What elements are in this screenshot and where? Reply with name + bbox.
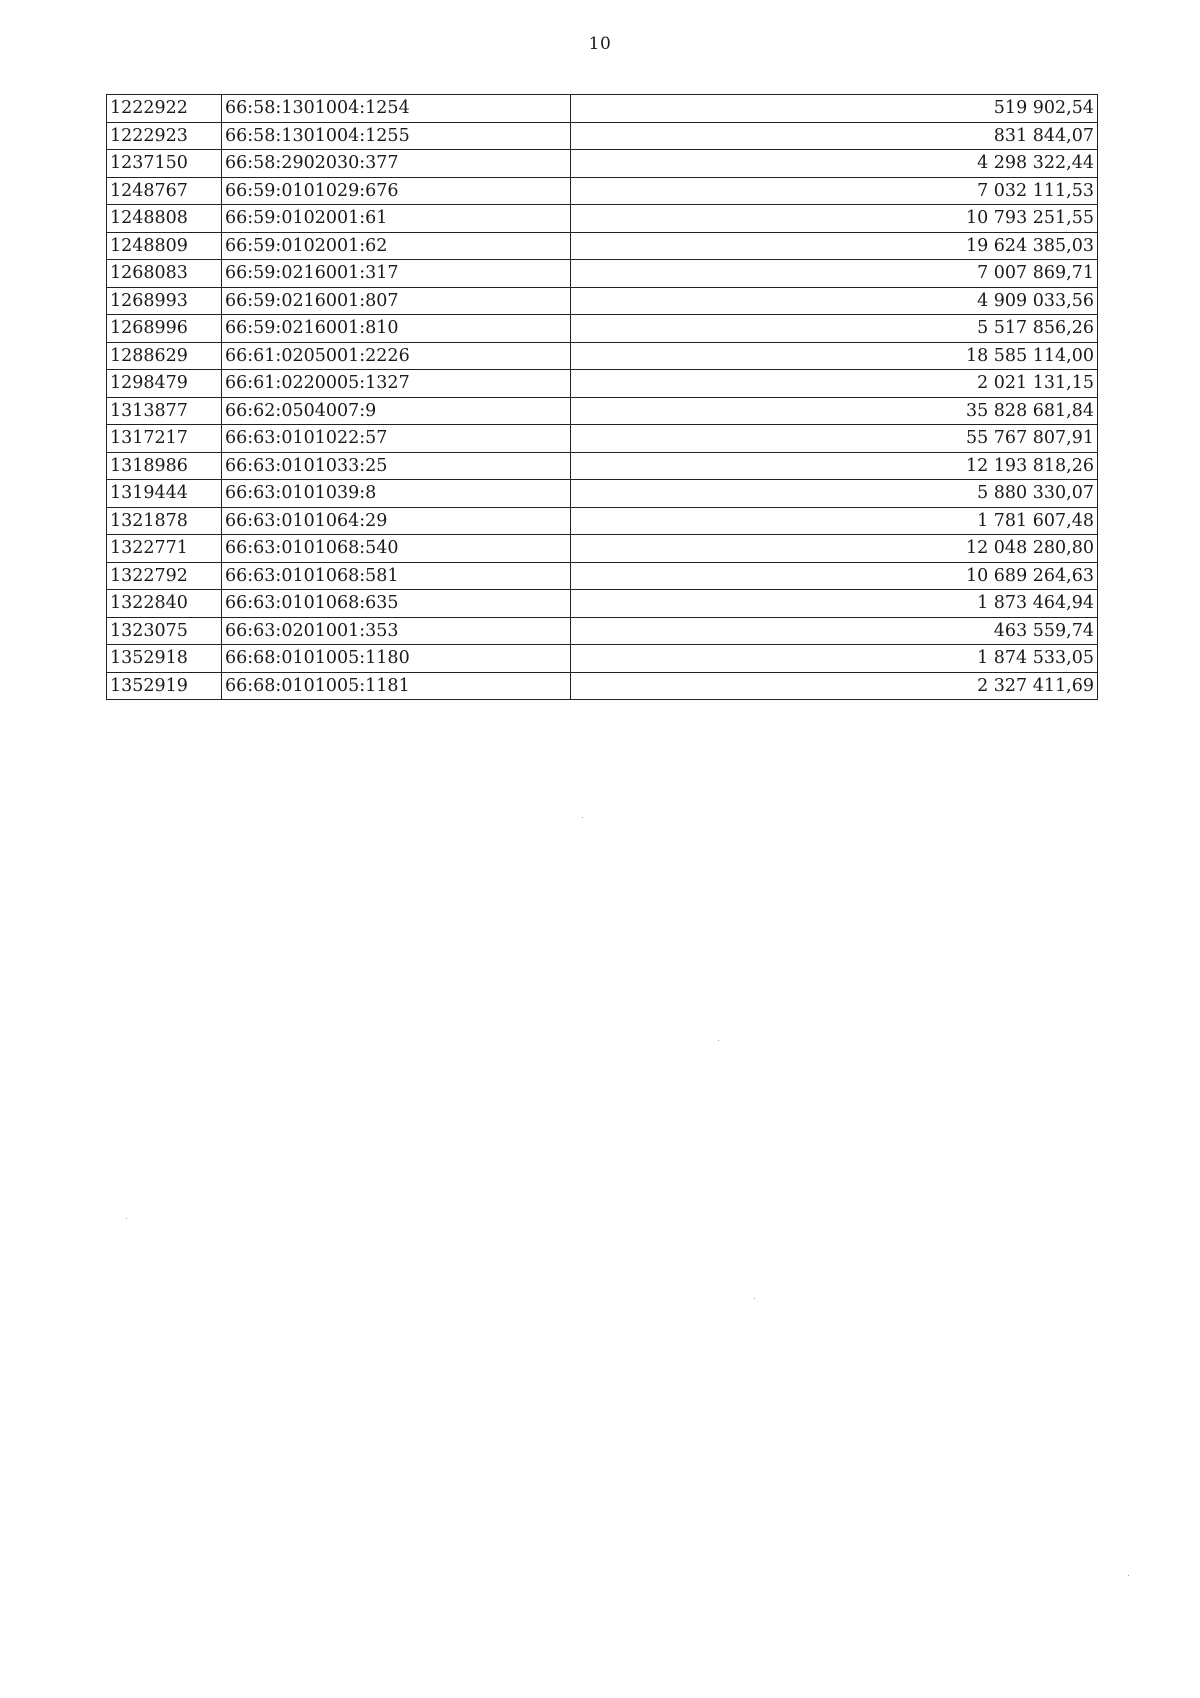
value-cell: 4 298 322,44 bbox=[571, 150, 1098, 178]
cadastral-number-cell: 66:59:0101029:676 bbox=[222, 177, 571, 205]
table-row bbox=[107, 205, 1098, 233]
scan-speck bbox=[1128, 1575, 1129, 1576]
record-id-cell: 1288629 bbox=[107, 342, 222, 370]
record-id-cell: 1323075 bbox=[107, 617, 222, 645]
table-row bbox=[107, 95, 1098, 123]
value-cell: 463 559,74 bbox=[571, 617, 1098, 645]
cadastral-number-cell: 66:58:1301004:1254 bbox=[222, 95, 571, 123]
value-cell: 7 007 869,71 bbox=[571, 260, 1098, 288]
value-cell: 10 689 264,63 bbox=[571, 562, 1098, 590]
value-cell: 10 793 251,55 bbox=[571, 205, 1098, 233]
record-id-cell: 1318986 bbox=[107, 452, 222, 480]
table-row bbox=[107, 480, 1098, 508]
value-cell: 1 874 533,05 bbox=[571, 645, 1098, 673]
record-id-cell: 1319444 bbox=[107, 480, 222, 508]
table-row bbox=[107, 342, 1098, 370]
scan-speck bbox=[718, 1040, 719, 1041]
cadastral-number-cell: 66:58:1301004:1255 bbox=[222, 122, 571, 150]
record-id-cell: 1248767 bbox=[107, 177, 222, 205]
record-id-cell: 1237150 bbox=[107, 150, 222, 178]
value-cell: 831 844,07 bbox=[571, 122, 1098, 150]
table-row bbox=[107, 397, 1098, 425]
table-row bbox=[107, 590, 1098, 618]
table-row bbox=[107, 562, 1098, 590]
cadastral-number-cell: 66:61:0205001:2226 bbox=[222, 342, 571, 370]
records-table bbox=[106, 94, 1098, 700]
value-cell: 1 781 607,48 bbox=[571, 507, 1098, 535]
value-cell: 35 828 681,84 bbox=[571, 397, 1098, 425]
record-id-cell: 1222922 bbox=[107, 95, 222, 123]
scan-speck bbox=[582, 817, 583, 818]
table-row bbox=[107, 617, 1098, 645]
table-row bbox=[107, 122, 1098, 150]
records-table-body bbox=[107, 95, 1098, 700]
table-row bbox=[107, 260, 1098, 288]
value-cell: 5 880 330,07 bbox=[571, 480, 1098, 508]
scan-speck bbox=[126, 1218, 127, 1219]
value-cell: 12 048 280,80 bbox=[571, 535, 1098, 563]
table-row bbox=[107, 535, 1098, 563]
record-id-cell: 1313877 bbox=[107, 397, 222, 425]
record-id-cell: 1268996 bbox=[107, 315, 222, 343]
table-row bbox=[107, 287, 1098, 315]
table-row bbox=[107, 672, 1098, 700]
table-row bbox=[107, 177, 1098, 205]
cadastral-number-cell: 66:59:0102001:61 bbox=[222, 205, 571, 233]
value-cell: 5 517 856,26 bbox=[571, 315, 1098, 343]
record-id-cell: 1322840 bbox=[107, 590, 222, 618]
cadastral-number-cell: 66:68:0101005:1180 bbox=[222, 645, 571, 673]
value-cell: 12 193 818,26 bbox=[571, 452, 1098, 480]
cadastral-number-cell: 66:62:0504007:9 bbox=[222, 397, 571, 425]
cadastral-number-cell: 66:59:0216001:810 bbox=[222, 315, 571, 343]
table-row bbox=[107, 150, 1098, 178]
cadastral-number-cell: 66:59:0216001:807 bbox=[222, 287, 571, 315]
record-id-cell: 1268083 bbox=[107, 260, 222, 288]
cadastral-number-cell: 66:63:0101068:635 bbox=[222, 590, 571, 618]
value-cell: 519 902,54 bbox=[571, 95, 1098, 123]
table-row bbox=[107, 425, 1098, 453]
record-id-cell: 1352919 bbox=[107, 672, 222, 700]
record-id-cell: 1322771 bbox=[107, 535, 222, 563]
record-id-cell: 1222923 bbox=[107, 122, 222, 150]
table-row bbox=[107, 645, 1098, 673]
record-id-cell: 1248809 bbox=[107, 232, 222, 260]
value-cell: 4 909 033,56 bbox=[571, 287, 1098, 315]
cadastral-number-cell: 66:58:2902030:377 bbox=[222, 150, 571, 178]
record-id-cell: 1248808 bbox=[107, 205, 222, 233]
cadastral-number-cell: 66:63:0101068:540 bbox=[222, 535, 571, 563]
cadastral-number-cell: 66:61:0220005:1327 bbox=[222, 370, 571, 398]
table-row bbox=[107, 232, 1098, 260]
value-cell: 18 585 114,00 bbox=[571, 342, 1098, 370]
cadastral-number-cell: 66:63:0101068:581 bbox=[222, 562, 571, 590]
cadastral-number-cell: 66:59:0216001:317 bbox=[222, 260, 571, 288]
scan-speck bbox=[754, 1298, 755, 1299]
table-row bbox=[107, 507, 1098, 535]
value-cell: 19 624 385,03 bbox=[571, 232, 1098, 260]
cadastral-number-cell: 66:63:0101039:8 bbox=[222, 480, 571, 508]
record-id-cell: 1352918 bbox=[107, 645, 222, 673]
record-id-cell: 1268993 bbox=[107, 287, 222, 315]
record-id-cell: 1322792 bbox=[107, 562, 222, 590]
cadastral-number-cell: 66:63:0101033:25 bbox=[222, 452, 571, 480]
table-row bbox=[107, 452, 1098, 480]
value-cell: 7 032 111,53 bbox=[571, 177, 1098, 205]
cadastral-number-cell: 66:63:0101022:57 bbox=[222, 425, 571, 453]
cadastral-number-cell: 66:59:0102001:62 bbox=[222, 232, 571, 260]
value-cell: 2 021 131,15 bbox=[571, 370, 1098, 398]
record-id-cell: 1317217 bbox=[107, 425, 222, 453]
value-cell: 2 327 411,69 bbox=[571, 672, 1098, 700]
cadastral-number-cell: 66:63:0101064:29 bbox=[222, 507, 571, 535]
page-number: 10 bbox=[588, 34, 612, 54]
value-cell: 1 873 464,94 bbox=[571, 590, 1098, 618]
cadastral-number-cell: 66:68:0101005:1181 bbox=[222, 672, 571, 700]
record-id-cell: 1298479 bbox=[107, 370, 222, 398]
record-id-cell: 1321878 bbox=[107, 507, 222, 535]
table-row bbox=[107, 315, 1098, 343]
cadastral-number-cell: 66:63:0201001:353 bbox=[222, 617, 571, 645]
table-row bbox=[107, 370, 1098, 398]
value-cell: 55 767 807,91 bbox=[571, 425, 1098, 453]
